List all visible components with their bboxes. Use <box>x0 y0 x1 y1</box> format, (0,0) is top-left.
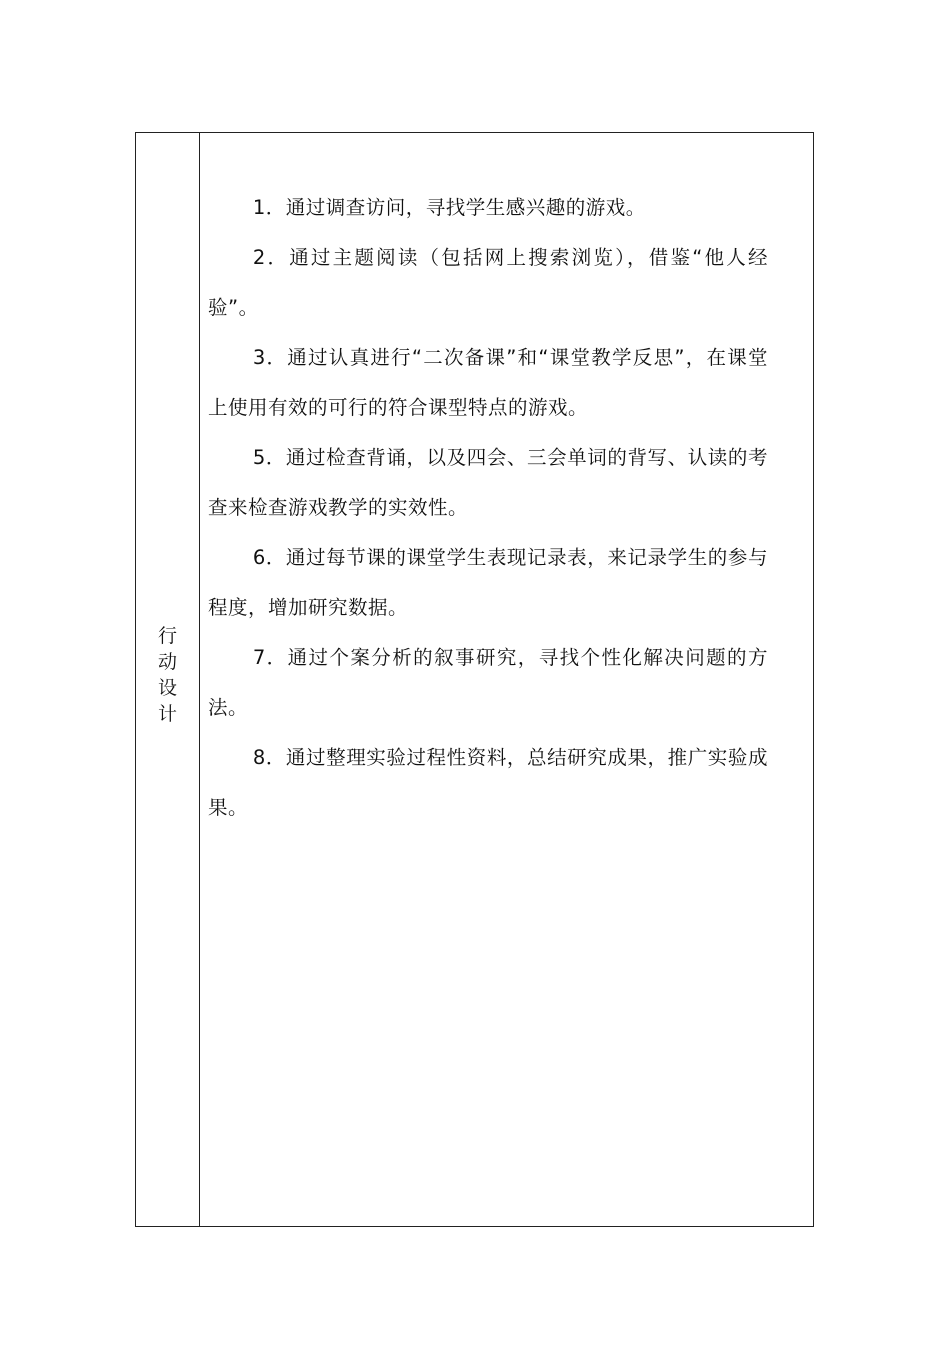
action-step-3: 3．通过认真进行“二次备课”和“课堂教学反思”，在课堂上使用有效的可行的符合课型特点的游戏。 <box>208 346 768 419</box>
section-label-char: 动 <box>157 651 177 673</box>
action-step-7: 7．通过个案分析的叙事研究，寻找个性化解决问题的方法。 <box>208 646 768 719</box>
action-step-8: 8．通过整理实验过程性资料，总结研究成果，推广实验成果。 <box>208 746 768 819</box>
section-label-char: 设 <box>157 677 177 699</box>
action-step-2: 2．通过主题阅读（包括网上搜索浏览），借鉴“他人经验”。 <box>208 246 768 319</box>
section-label-cell <box>136 133 200 1226</box>
section-content-cell <box>200 133 813 1226</box>
section-label-char: 行 <box>157 625 177 647</box>
section-label <box>136 623 199 727</box>
action-steps <box>208 183 768 833</box>
action-step-1: 1．通过调查访问，寻找学生感兴趣的游戏。 <box>252 196 646 219</box>
action-step-6: 6．通过每节课的课堂学生表现记录表，来记录学生的参与程度，增加研究数据。 <box>208 546 768 619</box>
section-label-char: 计 <box>157 703 177 725</box>
action-design-table <box>135 132 814 1227</box>
action-step-5: 5．通过检查背诵，以及四会、三会单词的背写、认读的考查来检查游戏教学的实效性。 <box>208 446 768 519</box>
